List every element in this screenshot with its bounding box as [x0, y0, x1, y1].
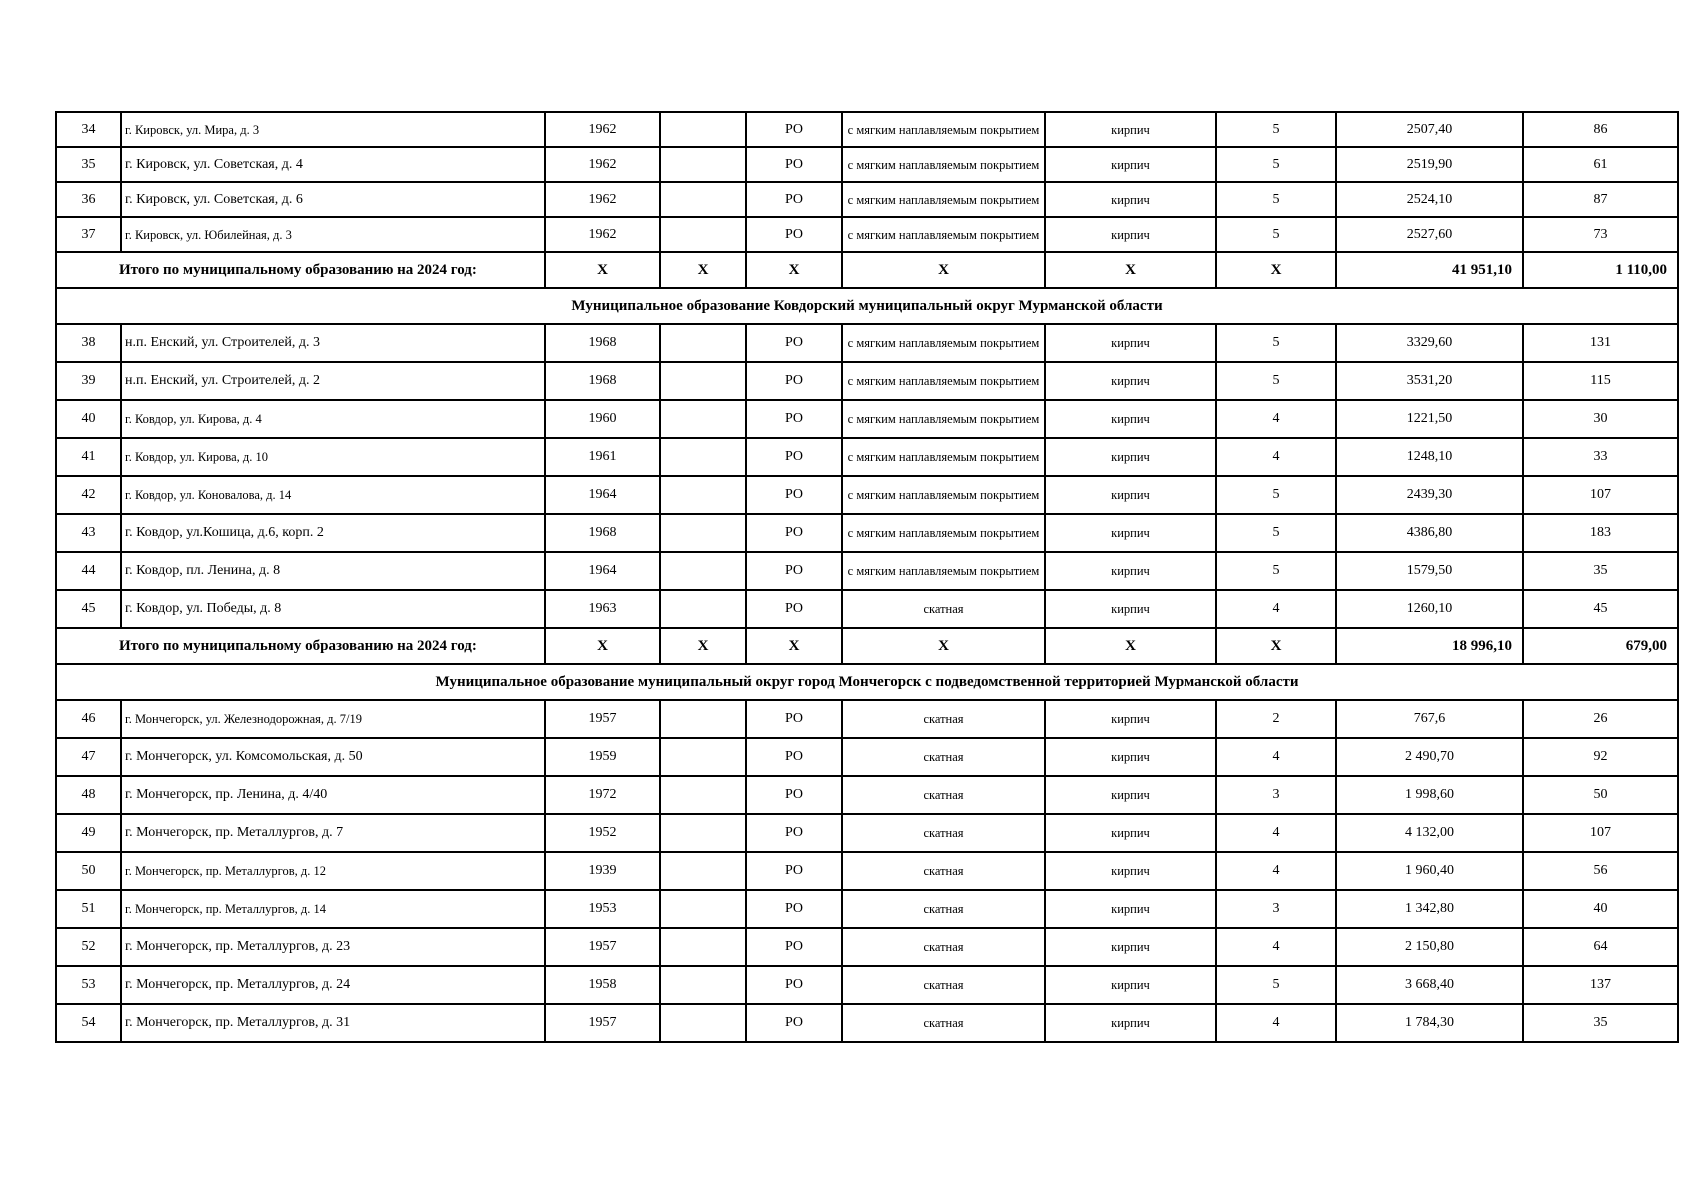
residents-cell: 92 [1523, 738, 1678, 776]
area-cell: 1248,10 [1336, 438, 1523, 476]
table-row [56, 590, 1678, 628]
address-cell: г. Ковдор, ул. Кирова, д. 10 [121, 438, 545, 476]
owner-type-cell: РО [746, 112, 842, 147]
section-header-row [56, 664, 1678, 700]
row-number-cell: 50 [56, 852, 121, 890]
owner-type-cell: РО [746, 438, 842, 476]
area-cell: 2507,40 [1336, 112, 1523, 147]
table-row [56, 700, 1678, 738]
roof-type-cell: с мягким наплавляемым покрытием [842, 476, 1045, 514]
year-reconstruction-cell [660, 476, 746, 514]
owner-type-cell: РО [746, 590, 842, 628]
residents-cell: 50 [1523, 776, 1678, 814]
year-built-cell: 1959 [545, 738, 660, 776]
area-cell: 3329,60 [1336, 324, 1523, 362]
row-number-cell: 42 [56, 476, 121, 514]
total-area-cell: 41 951,10 [1336, 252, 1523, 288]
floors-cell: 4 [1216, 438, 1336, 476]
row-number-cell: 46 [56, 700, 121, 738]
row-number-cell: 52 [56, 928, 121, 966]
row-number-cell: 51 [56, 890, 121, 928]
roof-type-cell: с мягким наплавляемым покрытием [842, 514, 1045, 552]
year-built-cell: 1968 [545, 324, 660, 362]
table-row [56, 182, 1678, 217]
owner-type-cell: РО [746, 147, 842, 182]
area-cell: 2 150,80 [1336, 928, 1523, 966]
address-cell: г. Мончегорск, ул. Железнодорожная, д. 7/19 [121, 700, 545, 738]
address-cell: г. Мончегорск, пр. Металлургов, д. 23 [121, 928, 545, 966]
total-mark-cell: X [1216, 252, 1336, 288]
residents-cell: 45 [1523, 590, 1678, 628]
roof-type-cell: скатная [842, 700, 1045, 738]
year-built-cell: 1968 [545, 514, 660, 552]
row-number-cell: 53 [56, 966, 121, 1004]
residents-cell: 107 [1523, 476, 1678, 514]
row-number-cell: 34 [56, 112, 121, 147]
row-number-cell: 44 [56, 552, 121, 590]
year-built-cell: 1957 [545, 700, 660, 738]
roof-type-cell: скатная [842, 966, 1045, 1004]
floors-cell: 2 [1216, 700, 1336, 738]
year-reconstruction-cell [660, 552, 746, 590]
area-cell: 3531,20 [1336, 362, 1523, 400]
area-cell: 2524,10 [1336, 182, 1523, 217]
floors-cell: 5 [1216, 514, 1336, 552]
table-row [56, 814, 1678, 852]
roof-type-cell: скатная [842, 928, 1045, 966]
section-title: Муниципальное образование Ковдорский муниципальный округ Мурманской области [56, 288, 1678, 324]
year-reconstruction-cell [660, 928, 746, 966]
residents-cell: 56 [1523, 852, 1678, 890]
year-built-cell: 1972 [545, 776, 660, 814]
area-cell: 3 668,40 [1336, 966, 1523, 1004]
owner-type-cell: РО [746, 738, 842, 776]
year-built-cell: 1957 [545, 1004, 660, 1042]
row-number-cell: 48 [56, 776, 121, 814]
roof-type-cell: скатная [842, 738, 1045, 776]
address-cell: г. Мончегорск, пр. Металлургов, д. 7 [121, 814, 545, 852]
roof-type-cell: с мягким наплавляемым покрытием [842, 182, 1045, 217]
area-cell: 1579,50 [1336, 552, 1523, 590]
wall-material-cell: кирпич [1045, 852, 1216, 890]
address-cell: г. Мончегорск, ул. Комсомольская, д. 50 [121, 738, 545, 776]
year-built-cell: 1960 [545, 400, 660, 438]
roof-type-cell: скатная [842, 890, 1045, 928]
table-row [56, 476, 1678, 514]
row-number-cell: 47 [56, 738, 121, 776]
year-built-cell: 1962 [545, 112, 660, 147]
year-reconstruction-cell [660, 514, 746, 552]
year-built-cell: 1957 [545, 928, 660, 966]
year-built-cell: 1964 [545, 552, 660, 590]
total-mark-cell: X [1216, 628, 1336, 664]
address-cell: г. Мончегорск, пр. Ленина, д. 4/40 [121, 776, 545, 814]
wall-material-cell: кирпич [1045, 1004, 1216, 1042]
total-mark-cell: X [746, 628, 842, 664]
total-mark-cell: X [545, 628, 660, 664]
address-cell: г. Ковдор, ул. Победы, д. 8 [121, 590, 545, 628]
wall-material-cell: кирпич [1045, 324, 1216, 362]
year-reconstruction-cell [660, 738, 746, 776]
table-row [56, 400, 1678, 438]
floors-cell: 5 [1216, 324, 1336, 362]
table-row [56, 966, 1678, 1004]
section-title: Муниципальное образование муниципальный округ город Мончегорск с подведомственной территорией Мурманской области [56, 664, 1678, 700]
table-row [56, 324, 1678, 362]
year-built-cell: 1958 [545, 966, 660, 1004]
residents-cell: 131 [1523, 324, 1678, 362]
floors-cell: 5 [1216, 476, 1336, 514]
year-reconstruction-cell [660, 890, 746, 928]
total-row [56, 628, 1678, 664]
floors-cell: 4 [1216, 590, 1336, 628]
wall-material-cell: кирпич [1045, 362, 1216, 400]
floors-cell: 4 [1216, 928, 1336, 966]
area-cell: 1221,50 [1336, 400, 1523, 438]
year-reconstruction-cell [660, 700, 746, 738]
floors-cell: 4 [1216, 738, 1336, 776]
year-reconstruction-cell [660, 217, 746, 252]
roof-type-cell: скатная [842, 776, 1045, 814]
row-number-cell: 41 [56, 438, 121, 476]
residents-cell: 33 [1523, 438, 1678, 476]
wall-material-cell: кирпич [1045, 890, 1216, 928]
table-row [56, 776, 1678, 814]
wall-material-cell: кирпич [1045, 776, 1216, 814]
table-row [56, 217, 1678, 252]
owner-type-cell: РО [746, 552, 842, 590]
roof-type-cell: скатная [842, 814, 1045, 852]
roof-type-cell: скатная [842, 590, 1045, 628]
year-built-cell: 1939 [545, 852, 660, 890]
total-mark-cell: X [660, 252, 746, 288]
total-residents-cell: 679,00 [1523, 628, 1678, 664]
area-cell: 1 784,30 [1336, 1004, 1523, 1042]
table-row [56, 1004, 1678, 1042]
area-cell: 1 342,80 [1336, 890, 1523, 928]
year-reconstruction-cell [660, 400, 746, 438]
wall-material-cell: кирпич [1045, 966, 1216, 1004]
area-cell: 767,6 [1336, 700, 1523, 738]
roof-type-cell: скатная [842, 852, 1045, 890]
floors-cell: 5 [1216, 966, 1336, 1004]
total-mark-cell: X [746, 252, 842, 288]
floors-cell: 5 [1216, 362, 1336, 400]
roof-type-cell: скатная [842, 1004, 1045, 1042]
total-label: Итого по муниципальному образованию на 2024 год: [56, 252, 545, 288]
year-built-cell: 1964 [545, 476, 660, 514]
year-reconstruction-cell [660, 112, 746, 147]
address-cell: г. Кировск, ул. Советская, д. 4 [121, 147, 545, 182]
wall-material-cell: кирпич [1045, 112, 1216, 147]
wall-material-cell: кирпич [1045, 400, 1216, 438]
year-reconstruction-cell [660, 852, 746, 890]
total-label: Итого по муниципальному образованию на 2024 год: [56, 628, 545, 664]
table-body [56, 112, 1678, 1042]
year-built-cell: 1952 [545, 814, 660, 852]
wall-material-cell: кирпич [1045, 738, 1216, 776]
owner-type-cell: РО [746, 400, 842, 438]
row-number-cell: 45 [56, 590, 121, 628]
year-reconstruction-cell [660, 438, 746, 476]
address-cell: г. Кировск, ул. Советская, д. 6 [121, 182, 545, 217]
table-row [56, 852, 1678, 890]
table-row [56, 147, 1678, 182]
area-cell: 2519,90 [1336, 147, 1523, 182]
wall-material-cell: кирпич [1045, 476, 1216, 514]
year-built-cell: 1961 [545, 438, 660, 476]
owner-type-cell: РО [746, 890, 842, 928]
year-reconstruction-cell [660, 966, 746, 1004]
roof-type-cell: с мягким наплавляемым покрытием [842, 324, 1045, 362]
address-cell: г. Кировск, ул. Юбилейная, д. 3 [121, 217, 545, 252]
floors-cell: 5 [1216, 217, 1336, 252]
owner-type-cell: РО [746, 852, 842, 890]
address-cell: г. Ковдор, ул. Кирова, д. 4 [121, 400, 545, 438]
owner-type-cell: РО [746, 362, 842, 400]
owner-type-cell: РО [746, 476, 842, 514]
owner-type-cell: РО [746, 700, 842, 738]
residents-cell: 30 [1523, 400, 1678, 438]
year-reconstruction-cell [660, 147, 746, 182]
total-mark-cell: X [545, 252, 660, 288]
residents-cell: 73 [1523, 217, 1678, 252]
owner-type-cell: РО [746, 776, 842, 814]
residents-cell: 115 [1523, 362, 1678, 400]
year-reconstruction-cell [660, 324, 746, 362]
address-cell: г. Ковдор, пл. Ленина, д. 8 [121, 552, 545, 590]
residents-cell: 35 [1523, 1004, 1678, 1042]
wall-material-cell: кирпич [1045, 182, 1216, 217]
row-number-cell: 43 [56, 514, 121, 552]
total-residents-cell: 1 110,00 [1523, 252, 1678, 288]
row-number-cell: 37 [56, 217, 121, 252]
address-cell: н.п. Енский, ул. Строителей, д. 2 [121, 362, 545, 400]
wall-material-cell: кирпич [1045, 147, 1216, 182]
floors-cell: 4 [1216, 1004, 1336, 1042]
residents-cell: 86 [1523, 112, 1678, 147]
year-built-cell: 1962 [545, 182, 660, 217]
owner-type-cell: РО [746, 324, 842, 362]
row-number-cell: 36 [56, 182, 121, 217]
row-number-cell: 35 [56, 147, 121, 182]
year-reconstruction-cell [660, 590, 746, 628]
year-reconstruction-cell [660, 814, 746, 852]
owner-type-cell: РО [746, 217, 842, 252]
wall-material-cell: кирпич [1045, 928, 1216, 966]
wall-material-cell: кирпич [1045, 438, 1216, 476]
roof-type-cell: с мягким наплавляемым покрытием [842, 217, 1045, 252]
area-cell: 4 132,00 [1336, 814, 1523, 852]
year-built-cell: 1962 [545, 147, 660, 182]
area-cell: 2 490,70 [1336, 738, 1523, 776]
year-reconstruction-cell [660, 362, 746, 400]
address-cell: г. Кировск, ул. Мира, д. 3 [121, 112, 545, 147]
floors-cell: 5 [1216, 147, 1336, 182]
wall-material-cell: кирпич [1045, 590, 1216, 628]
year-reconstruction-cell [660, 1004, 746, 1042]
residents-cell: 183 [1523, 514, 1678, 552]
roof-type-cell: с мягким наплавляемым покрытием [842, 147, 1045, 182]
owner-type-cell: РО [746, 814, 842, 852]
owner-type-cell: РО [746, 928, 842, 966]
wall-material-cell: кирпич [1045, 552, 1216, 590]
roof-type-cell: с мягким наплавляемым покрытием [842, 362, 1045, 400]
floors-cell: 4 [1216, 852, 1336, 890]
row-number-cell: 54 [56, 1004, 121, 1042]
year-reconstruction-cell [660, 182, 746, 217]
residents-cell: 26 [1523, 700, 1678, 738]
total-mark-cell: X [660, 628, 746, 664]
owner-type-cell: РО [746, 966, 842, 1004]
address-cell: г. Ковдор, ул.Кошица, д.6, корп. 2 [121, 514, 545, 552]
wall-material-cell: кирпич [1045, 514, 1216, 552]
owner-type-cell: РО [746, 1004, 842, 1042]
row-number-cell: 39 [56, 362, 121, 400]
area-cell: 2527,60 [1336, 217, 1523, 252]
table-row [56, 514, 1678, 552]
row-number-cell: 40 [56, 400, 121, 438]
table-row [56, 738, 1678, 776]
residents-cell: 87 [1523, 182, 1678, 217]
floors-cell: 3 [1216, 890, 1336, 928]
area-cell: 1260,10 [1336, 590, 1523, 628]
roof-type-cell: с мягким наплавляемым покрытием [842, 112, 1045, 147]
owner-type-cell: РО [746, 514, 842, 552]
residents-cell: 61 [1523, 147, 1678, 182]
residents-cell: 35 [1523, 552, 1678, 590]
roof-type-cell: с мягким наплавляемым покрытием [842, 552, 1045, 590]
residents-cell: 107 [1523, 814, 1678, 852]
floors-cell: 5 [1216, 112, 1336, 147]
total-mark-cell: X [842, 252, 1045, 288]
wall-material-cell: кирпич [1045, 700, 1216, 738]
table-row [56, 362, 1678, 400]
year-built-cell: 1963 [545, 590, 660, 628]
year-built-cell: 1953 [545, 890, 660, 928]
owner-type-cell: РО [746, 182, 842, 217]
floors-cell: 4 [1216, 814, 1336, 852]
address-cell: г. Мончегорск, пр. Металлургов, д. 31 [121, 1004, 545, 1042]
section-header-row [56, 288, 1678, 324]
year-reconstruction-cell [660, 776, 746, 814]
total-mark-cell: X [1045, 252, 1216, 288]
area-cell: 2439,30 [1336, 476, 1523, 514]
floors-cell: 4 [1216, 400, 1336, 438]
floors-cell: 3 [1216, 776, 1336, 814]
residents-cell: 40 [1523, 890, 1678, 928]
table-row [56, 552, 1678, 590]
total-row [56, 252, 1678, 288]
floors-cell: 5 [1216, 552, 1336, 590]
floors-cell: 5 [1216, 182, 1336, 217]
area-cell: 4386,80 [1336, 514, 1523, 552]
table-row [56, 928, 1678, 966]
residents-cell: 64 [1523, 928, 1678, 966]
total-mark-cell: X [842, 628, 1045, 664]
address-cell: г. Ковдор, ул. Коновалова, д. 14 [121, 476, 545, 514]
address-cell: н.п. Енский, ул. Строителей, д. 3 [121, 324, 545, 362]
total-mark-cell: X [1045, 628, 1216, 664]
address-cell: г. Мончегорск, пр. Металлургов, д. 12 [121, 852, 545, 890]
area-cell: 1 960,40 [1336, 852, 1523, 890]
table-row [56, 112, 1678, 147]
residents-cell: 137 [1523, 966, 1678, 1004]
year-built-cell: 1968 [545, 362, 660, 400]
housing-table [55, 111, 1679, 1043]
wall-material-cell: кирпич [1045, 814, 1216, 852]
row-number-cell: 38 [56, 324, 121, 362]
row-number-cell: 49 [56, 814, 121, 852]
area-cell: 1 998,60 [1336, 776, 1523, 814]
table-row [56, 438, 1678, 476]
roof-type-cell: с мягким наплавляемым покрытием [842, 438, 1045, 476]
table-row [56, 890, 1678, 928]
roof-type-cell: с мягким наплавляемым покрытием [842, 400, 1045, 438]
address-cell: г. Мончегорск, пр. Металлургов, д. 14 [121, 890, 545, 928]
wall-material-cell: кирпич [1045, 217, 1216, 252]
total-area-cell: 18 996,10 [1336, 628, 1523, 664]
year-built-cell: 1962 [545, 217, 660, 252]
address-cell: г. Мончегорск, пр. Металлургов, д. 24 [121, 966, 545, 1004]
